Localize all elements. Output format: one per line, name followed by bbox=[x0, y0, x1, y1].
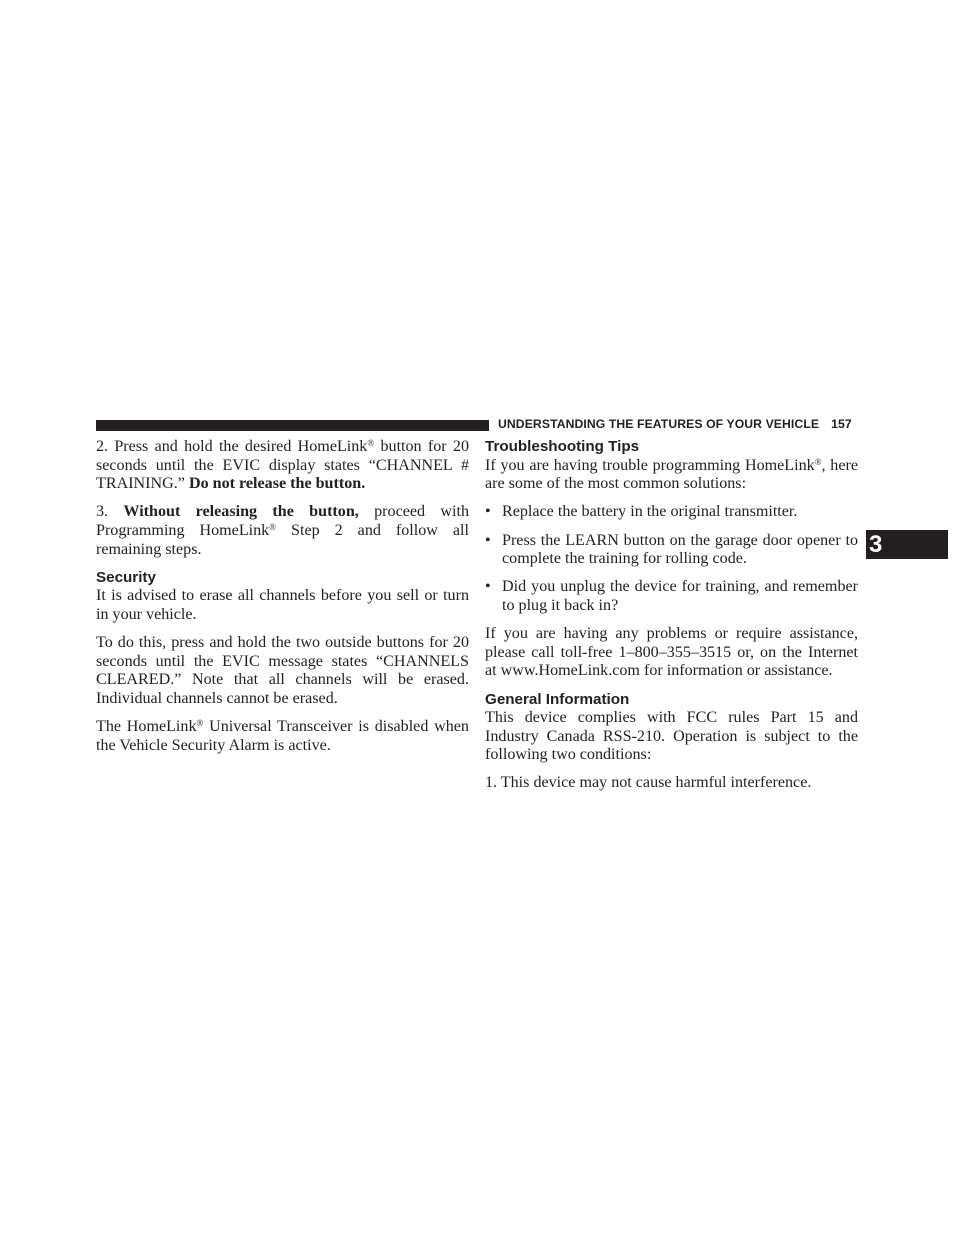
general-paragraph-1: This device complies with FCC rules Part 15 and Industry Canada RSS-210. Operation is subject to the following two conditions: bbox=[485, 709, 858, 764]
security-paragraph-1: It is advised to erase all channels before you sell or turn in your vehicle. bbox=[96, 587, 469, 623]
step-3: 3. Without releasing the button, proceed with Programming HomeLink® Step 2 and follow all remaining steps. bbox=[96, 503, 470, 558]
troubleshooting-heading: Troubleshooting Tips bbox=[485, 438, 640, 455]
registered-mark: ® bbox=[196, 718, 204, 729]
general-information-heading: General Information bbox=[485, 690, 630, 708]
assistance-paragraph: If you are having any problems or require assistance, please call toll-free 1–800–355–3515 or, on the Internet at www.HomeLink.com for information or assistance. bbox=[485, 625, 858, 680]
header-rule bbox=[96, 420, 489, 431]
list-item: • Press the LEARN button on the garage door opener to complete the training for rolling code. bbox=[485, 531, 858, 568]
header-title: UNDERSTANDING THE FEATURES OF YOUR VEHICLE bbox=[498, 417, 820, 431]
step-2: 2. Press and hold the desired HomeLink® button for 20 seconds until the EVIC display states “CHANNEL # TRAINING.” Do not release the button. bbox=[96, 438, 469, 493]
left-column bbox=[96, 438, 469, 765]
bullet-icon: • bbox=[485, 531, 491, 549]
troubleshooting-list bbox=[485, 503, 858, 615]
security-heading: Security bbox=[96, 568, 156, 586]
troubleshooting-intro: If you are having trouble programming HomeLink®, here are some of the most common solutions: bbox=[485, 456, 858, 493]
list-item: • Did you unplug the device for training, and remember to plug it back in? bbox=[485, 578, 858, 614]
step-2-warning: Do not release the button. bbox=[188, 475, 366, 493]
general-paragraph-2: 1. This device may not cause harmful interference. bbox=[485, 774, 812, 792]
bullet-icon: • bbox=[485, 503, 491, 521]
registered-mark: ® bbox=[269, 521, 277, 532]
list-item: • Replace the battery in the original transmitter. bbox=[485, 503, 798, 521]
chapter-tab: 3 bbox=[866, 530, 948, 559]
page-number: 157 bbox=[831, 417, 852, 431]
security-paragraph-3: The HomeLink® Universal Transceiver is disabled when the Vehicle Security Alarm is active. bbox=[96, 718, 469, 754]
security-paragraph-2: To do this, press and hold the two outside buttons for 20 seconds until the EVIC message states “CHANNELS CLEARED.” Note that all channels will be erased. Individual channels cannot be erased. bbox=[96, 634, 469, 707]
running-header bbox=[498, 417, 858, 431]
registered-mark: ® bbox=[367, 438, 375, 448]
right-column bbox=[485, 438, 858, 803]
bullet-icon: • bbox=[485, 578, 491, 596]
registered-mark: ® bbox=[814, 456, 822, 467]
